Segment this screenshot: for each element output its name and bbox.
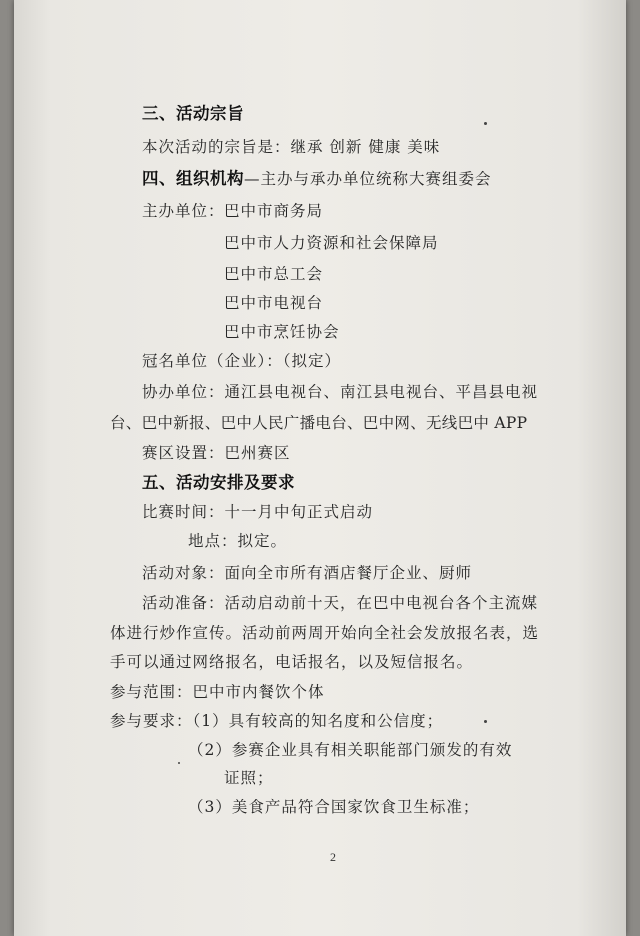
section-3-text: 本次活动的宗旨是：继承 创新 健康 美味 [142,138,441,156]
requirement-2-line-2: 证照； [224,769,274,787]
activity-prep-line-3: 手可以通过网络报名，电话报名，以及短信报名。 [110,653,474,671]
page-number: 2 [330,850,336,864]
requirement-3: （3）美食产品符合国家饮食卫生标准； [188,798,480,816]
host-unit-2: 巴中市人力资源和社会保障局 [224,234,439,252]
division: 赛区设置：巴州赛区 [142,444,291,462]
section-4-heading [142,169,492,189]
competition-place: 地点：拟定。 [188,532,288,550]
activity-prep-line-2: 体进行炒作宣传。活动前两周开始向全社会发放报名表，选 [110,624,540,642]
section-4-heading-title: 四、组织机构 [142,169,244,188]
requirement-2-line-1: （2）参赛企业具有相关职能部门颁发的有效 [188,741,513,759]
co-host-line-2: 台、巴中新报、巴中人民广播电台、巴中网、无线巴中 APP [110,414,528,432]
title-sponsor: 冠名单位（企业）：（拟定） [142,352,342,370]
host-label: 主办单位： [142,202,225,220]
section-4-heading-note: —主办与承办单位统称大赛组委会 [244,170,492,188]
host-unit-1: 巴中市商务局 [224,202,324,220]
requirement-1: 参与要求：（1）具有较高的知名度和公信度； [110,712,444,730]
host-unit-5: 巴中市烹饪协会 [224,323,340,341]
host-unit-4: 巴中市电视台 [224,294,324,312]
section-5-heading: 五、活动安排及要求 [142,473,295,492]
document-page [14,0,626,936]
co-host-line-1: 协办单位：通江县电视台、南江县电视台、平昌县电视 [142,383,539,401]
scan-speck [484,720,487,723]
scan-speck [484,122,487,125]
section-3-heading: 三、活动宗旨 [142,104,244,123]
participation-scope: 参与范围：巴中市内餐饮个体 [110,683,325,701]
competition-time: 比赛时间：十一月中旬正式启动 [142,503,374,521]
activity-prep-line-1: 活动准备：活动启动前十天，在巴中电视台各个主流媒 [142,594,539,612]
activity-target: 活动对象：面向全市所有酒店餐厅企业、厨师 [142,564,473,582]
host-unit-3: 巴中市总工会 [224,265,324,283]
scan-speck [178,762,180,764]
